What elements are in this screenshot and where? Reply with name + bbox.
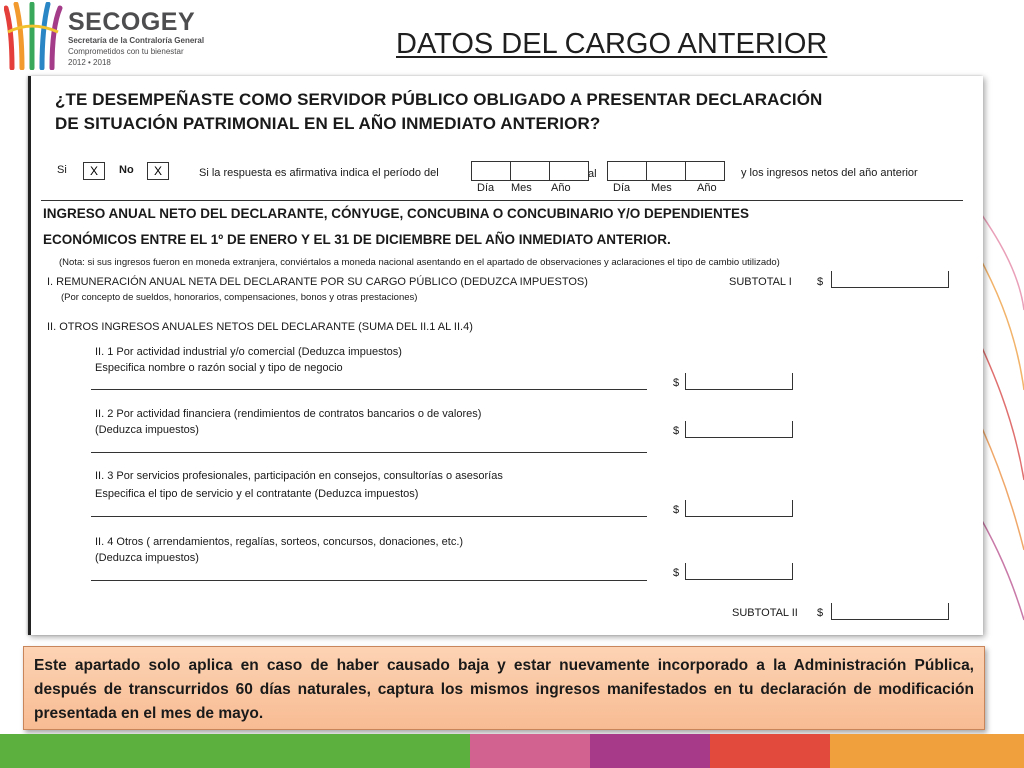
item-2-1-line-2: Especifica nombre o razón social y tipo de negocio	[95, 362, 343, 374]
item-2-4-line-2: (Deduzca impuestos)	[95, 552, 199, 564]
secogey-logo	[4, 2, 205, 72]
date-from-month-label: Mes	[511, 182, 532, 194]
footer-color-bar	[0, 734, 1024, 768]
subtotal-2-field[interactable]	[831, 603, 949, 620]
page-title: DATOS DEL CARGO ANTERIOR	[396, 28, 828, 60]
item-2-3-line-2: Especifica el tipo de servicio y el contratante (Deduzca impuestos)	[95, 488, 419, 500]
footer-bar-orange	[830, 734, 1024, 768]
item-2-4-line-1: II. 4 Otros ( arrendamientos, regalías, sorteos, concursos, donaciones, etc.)	[95, 536, 464, 548]
income-text: y los ingresos netos del año anterior	[741, 167, 918, 179]
logo-subtitle: Secretaría de la Contraloría General	[68, 36, 205, 45]
date-from-year-label: Año	[551, 182, 571, 194]
item-1-title: I. REMUNERACIÓN ANUAL NETA DEL DECLARANTE POR SU CARGO PÚBLICO (DEDUZCA IMPUESTOS)	[47, 276, 588, 288]
item-2-title: II. OTROS INGRESOS ANUALES NETOS DEL DECLARANTE (SUMA DEL II.1 AL II.4)	[47, 321, 473, 333]
subtotal-1-currency: $	[817, 276, 824, 288]
item-2-2-line	[91, 452, 647, 453]
footer-bar-pink	[470, 734, 590, 768]
item-2-3-line	[91, 516, 647, 517]
footer-bar-red	[710, 734, 830, 768]
si-label: Si	[57, 164, 67, 176]
item-2-1-line	[91, 389, 647, 390]
date-to-day-label: Día	[613, 182, 631, 194]
subtotal-1-label: SUBTOTAL I	[729, 276, 792, 288]
si-checkbox[interactable]: X	[83, 162, 105, 180]
subtotal-1-field[interactable]	[831, 271, 949, 288]
footer-bar-magenta	[590, 734, 710, 768]
item-2-2-currency: $	[673, 425, 680, 437]
item-2-2-line-2: (Deduzca impuestos)	[95, 424, 199, 436]
divider	[41, 200, 963, 201]
item-2-2-field[interactable]	[685, 421, 793, 438]
subtotal-2-label: SUBTOTAL II	[732, 607, 798, 619]
section-title-line-1: INGRESO ANUAL NETO DEL DECLARANTE, CÓNYUGE, CONCUBINA O CONCUBINARIO Y/O DEPENDIENTES	[43, 206, 750, 221]
subtotal-2-currency: $	[817, 607, 824, 619]
period-text: Si la respuesta es afirmativa indica el período del	[199, 167, 439, 179]
item-2-1-field[interactable]	[685, 373, 793, 390]
date-to-year-label: Año	[697, 182, 717, 194]
logo-years: 2012 • 2018	[68, 58, 111, 67]
logo-slogan: Comprometidos con tu bienestar	[68, 47, 184, 56]
question-line-2: DE SITUACIÓN PATRIMONIAL EN EL AÑO INMEDIATO ANTERIOR?	[55, 114, 601, 133]
no-checkbox[interactable]: X	[147, 162, 169, 180]
item-2-4-field[interactable]	[685, 563, 793, 580]
footer-bar-green	[0, 734, 470, 768]
date-to-month-label: Mes	[651, 182, 672, 194]
al-label: al	[588, 168, 597, 180]
logo-name: SECOGEY	[68, 8, 196, 36]
question-line-1: ¿TE DESEMPEÑASTE COMO SERVIDOR PÚBLICO OBLIGADO A PRESENTAR DECLARACIÓN	[55, 90, 823, 109]
date-to-field[interactable]	[607, 161, 725, 181]
date-from-field[interactable]	[471, 161, 589, 181]
section-title-line-2: ECONÓMICOS ENTRE EL 1º DE ENERO Y EL 31 DE DICIEMBRE DEL AÑO INMEDIATO ANTERIOR.	[43, 232, 671, 247]
item-2-1-currency: $	[673, 377, 680, 389]
item-2-3-currency: $	[673, 504, 680, 516]
item-2-2-line-1: II. 2 Por actividad financiera (rendimientos de contratos bancarios o de valores)	[95, 408, 482, 420]
item-2-1-line-1: II. 1 Por actividad industrial y/o comercial (Deduzca impuestos)	[95, 346, 402, 358]
declaration-form	[28, 76, 983, 635]
item-1-subtitle: (Por concepto de sueldos, honorarios, compensaciones, bonos y otras prestaciones)	[61, 292, 418, 303]
item-2-4-line	[91, 580, 647, 581]
item-2-3-field[interactable]	[685, 500, 793, 517]
info-callout: Este apartado solo aplica en caso de haber causado baja y estar nuevamente incorporado a la Administración Pública, después de transcurridos 60 días naturales, captura los mismos ingresos manifestados en tu declaración de modificación presentada en el mes de mayo.	[23, 646, 985, 730]
currency-note: (Nota: si sus ingresos fueron en moneda extranjera, conviértalos a moneda nacional asentando en el apartado de observaciones y aclaraciones el tipo de cambio utilizado)	[59, 257, 780, 268]
item-2-4-currency: $	[673, 567, 680, 579]
date-from-day-label: Día	[477, 182, 495, 194]
no-label: No	[119, 164, 134, 176]
item-2-3-line-1: II. 3 Por servicios profesionales, participación en consejos, consultorías o asesorías	[95, 470, 503, 482]
logo-emblem-icon	[4, 2, 64, 70]
